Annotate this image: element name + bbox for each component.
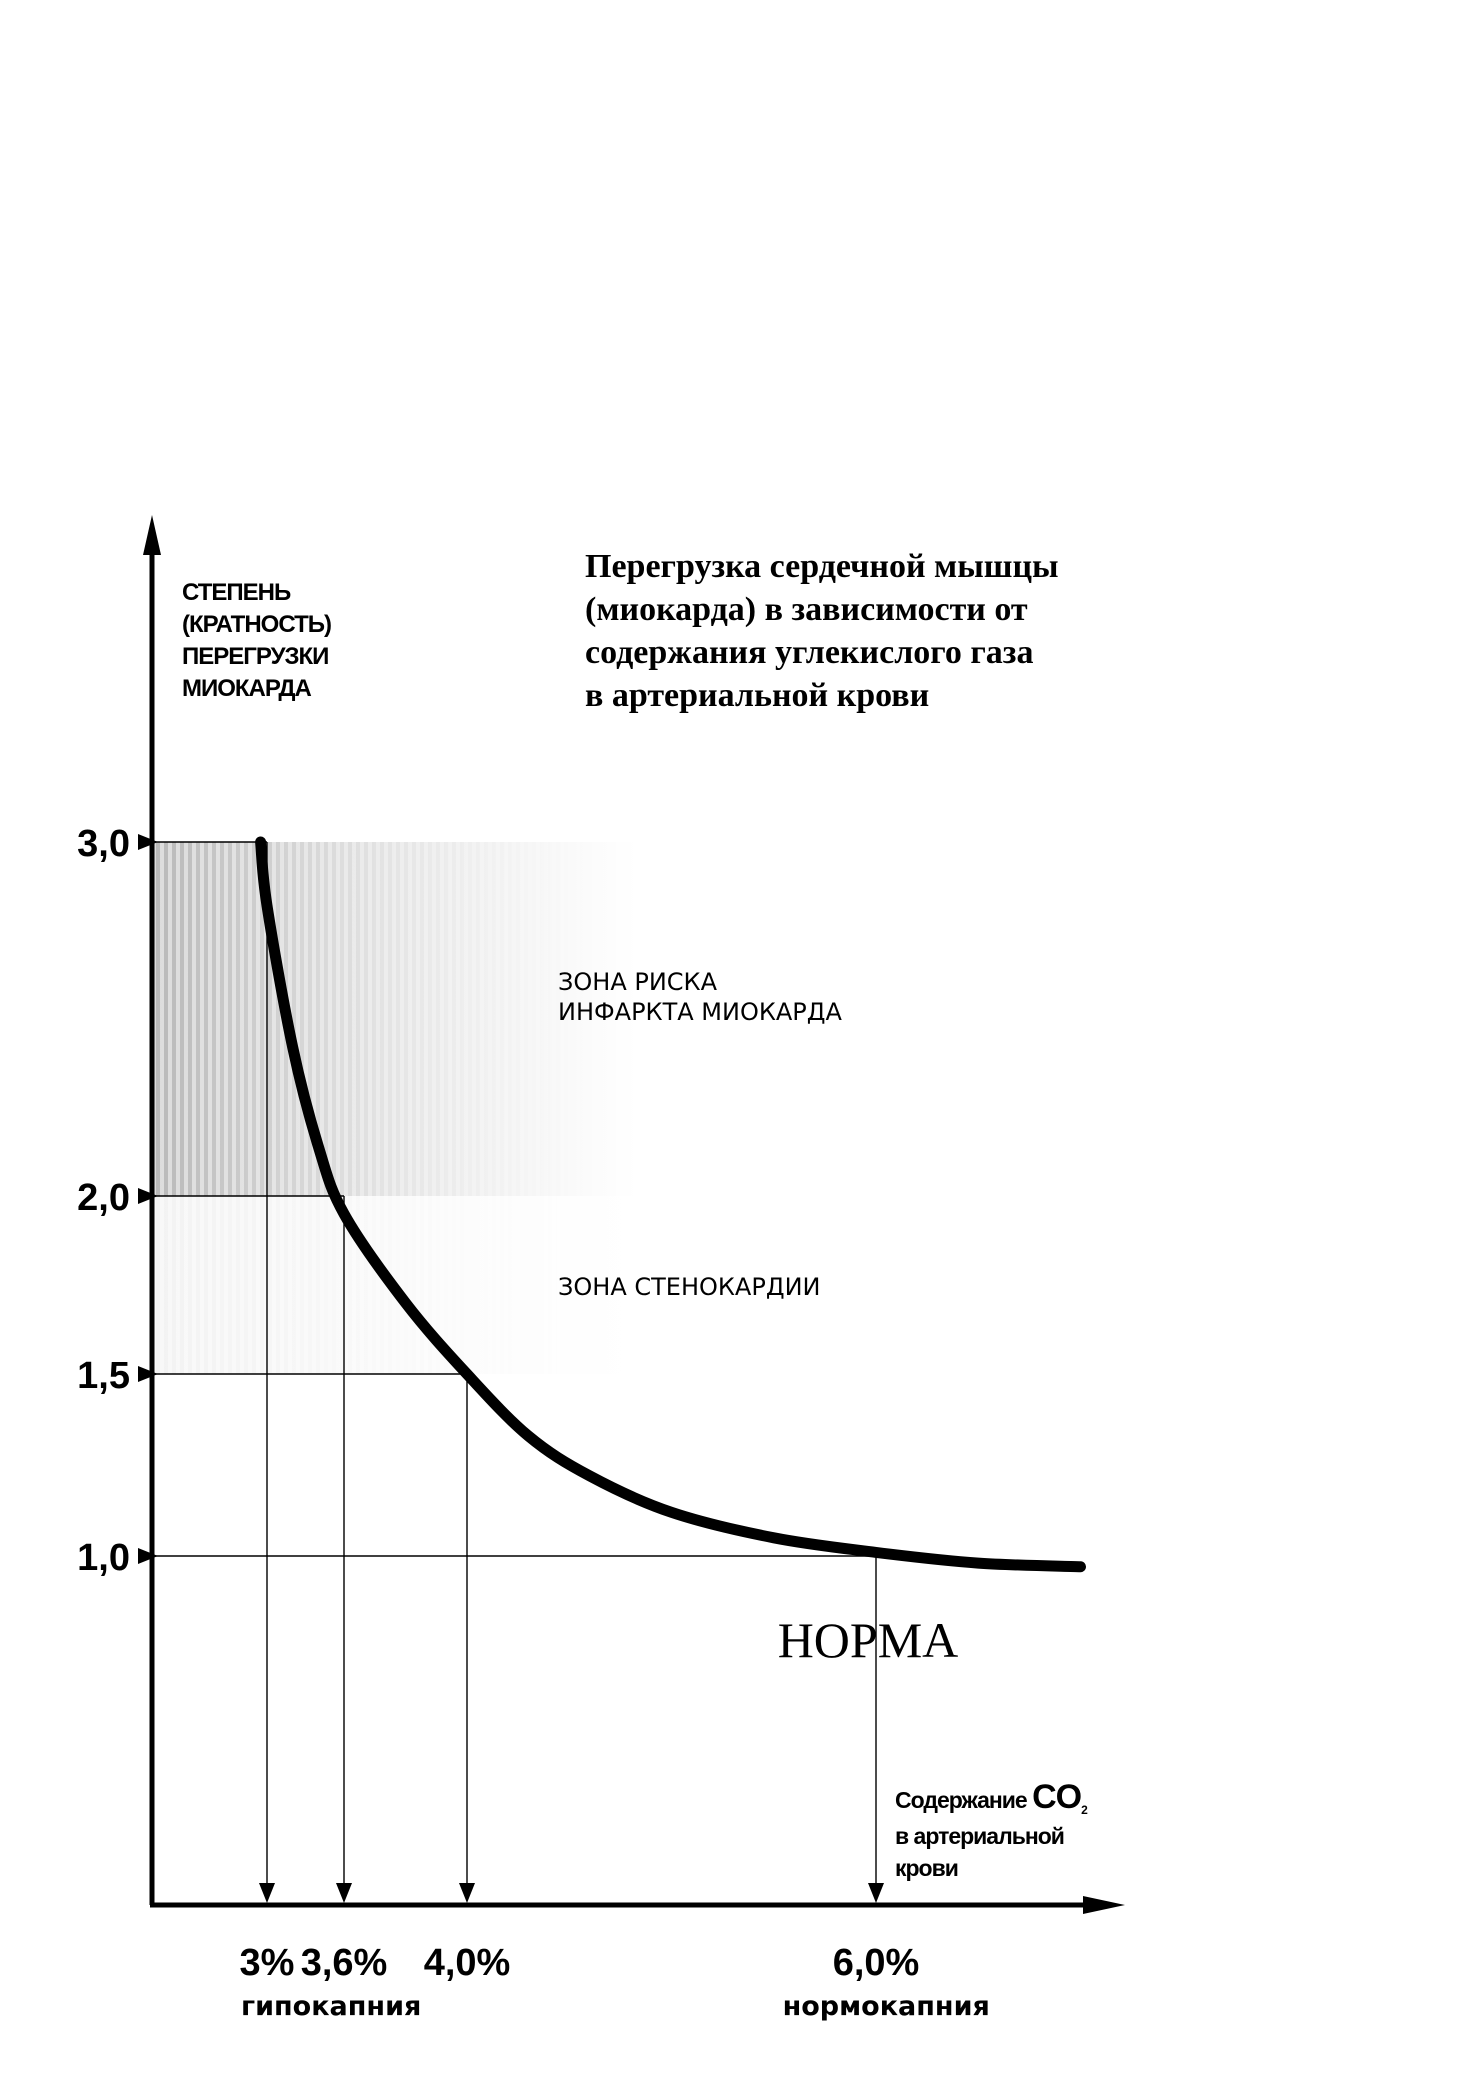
y-tick-label-1: 2,0 bbox=[77, 1177, 130, 1219]
y-tick-marker-3 bbox=[138, 1548, 158, 1564]
x-tick-arrow-1 bbox=[336, 1883, 352, 1903]
y-tick-label-0: 3,0 bbox=[77, 823, 130, 865]
zone-angina-label-line-0: ЗОНА СТЕНОКАРДИИ bbox=[558, 1273, 821, 1301]
zone-risk-label-line-1: ИНФАРКТА МИОКАРДА bbox=[558, 998, 842, 1026]
x-axis-label-line-1: в артериальной bbox=[895, 1823, 1064, 1849]
y-tick-label-2: 1,5 bbox=[77, 1355, 130, 1397]
x-axis-label-line-0 bbox=[895, 1778, 1088, 1817]
y-tick-label-3: 1,0 bbox=[77, 1537, 130, 1579]
y-axis-label-line-1: (КРАТНОСТЬ) bbox=[182, 611, 331, 638]
norm-label: НОРМА bbox=[777, 1612, 959, 1668]
x-axis-arrow bbox=[1083, 1896, 1125, 1914]
y-axis-label-line-0: СТЕПЕНЬ bbox=[182, 579, 291, 606]
x-tick-arrow-3 bbox=[868, 1883, 884, 1903]
x-tick-arrow-2 bbox=[459, 1883, 475, 1903]
x-axis-label-sub: 2 bbox=[1081, 1803, 1087, 1817]
x-axis-label-co2: CO bbox=[1032, 1778, 1082, 1816]
x-tick-label-3: 6,0% bbox=[832, 1942, 920, 1984]
x-tick-arrow-0 bbox=[259, 1883, 275, 1903]
chart-title-line-1: (миокарда) в зависимости от bbox=[585, 591, 1028, 628]
y-axis-label-line-2: ПЕРЕГРУЗКИ bbox=[182, 643, 329, 670]
chart-title-line-2: содержания углекислого газа bbox=[585, 634, 1034, 671]
zone-risk-label-line-0: ЗОНА РИСКА bbox=[558, 968, 718, 996]
x-category-0: гипокапния bbox=[240, 1991, 422, 2022]
x-category-1: нормокапния bbox=[782, 1991, 990, 2022]
x-tick-label-0: 3% bbox=[239, 1942, 295, 1984]
y-axis-label-line-3: МИОКАРДА bbox=[182, 675, 311, 702]
chart-title-line-0: Перегрузка сердечной мышцы bbox=[585, 548, 1059, 585]
y-axis-arrow bbox=[143, 515, 161, 555]
x-axis-label-line-2: крови bbox=[895, 1855, 958, 1881]
chart-title-line-3: в артериальной крови bbox=[585, 677, 930, 714]
x-tick-label-1: 3,6% bbox=[300, 1942, 388, 1984]
x-tick-label-2: 4,0% bbox=[423, 1942, 511, 1984]
x-axis-label-prefix: Содержание bbox=[895, 1787, 1033, 1813]
